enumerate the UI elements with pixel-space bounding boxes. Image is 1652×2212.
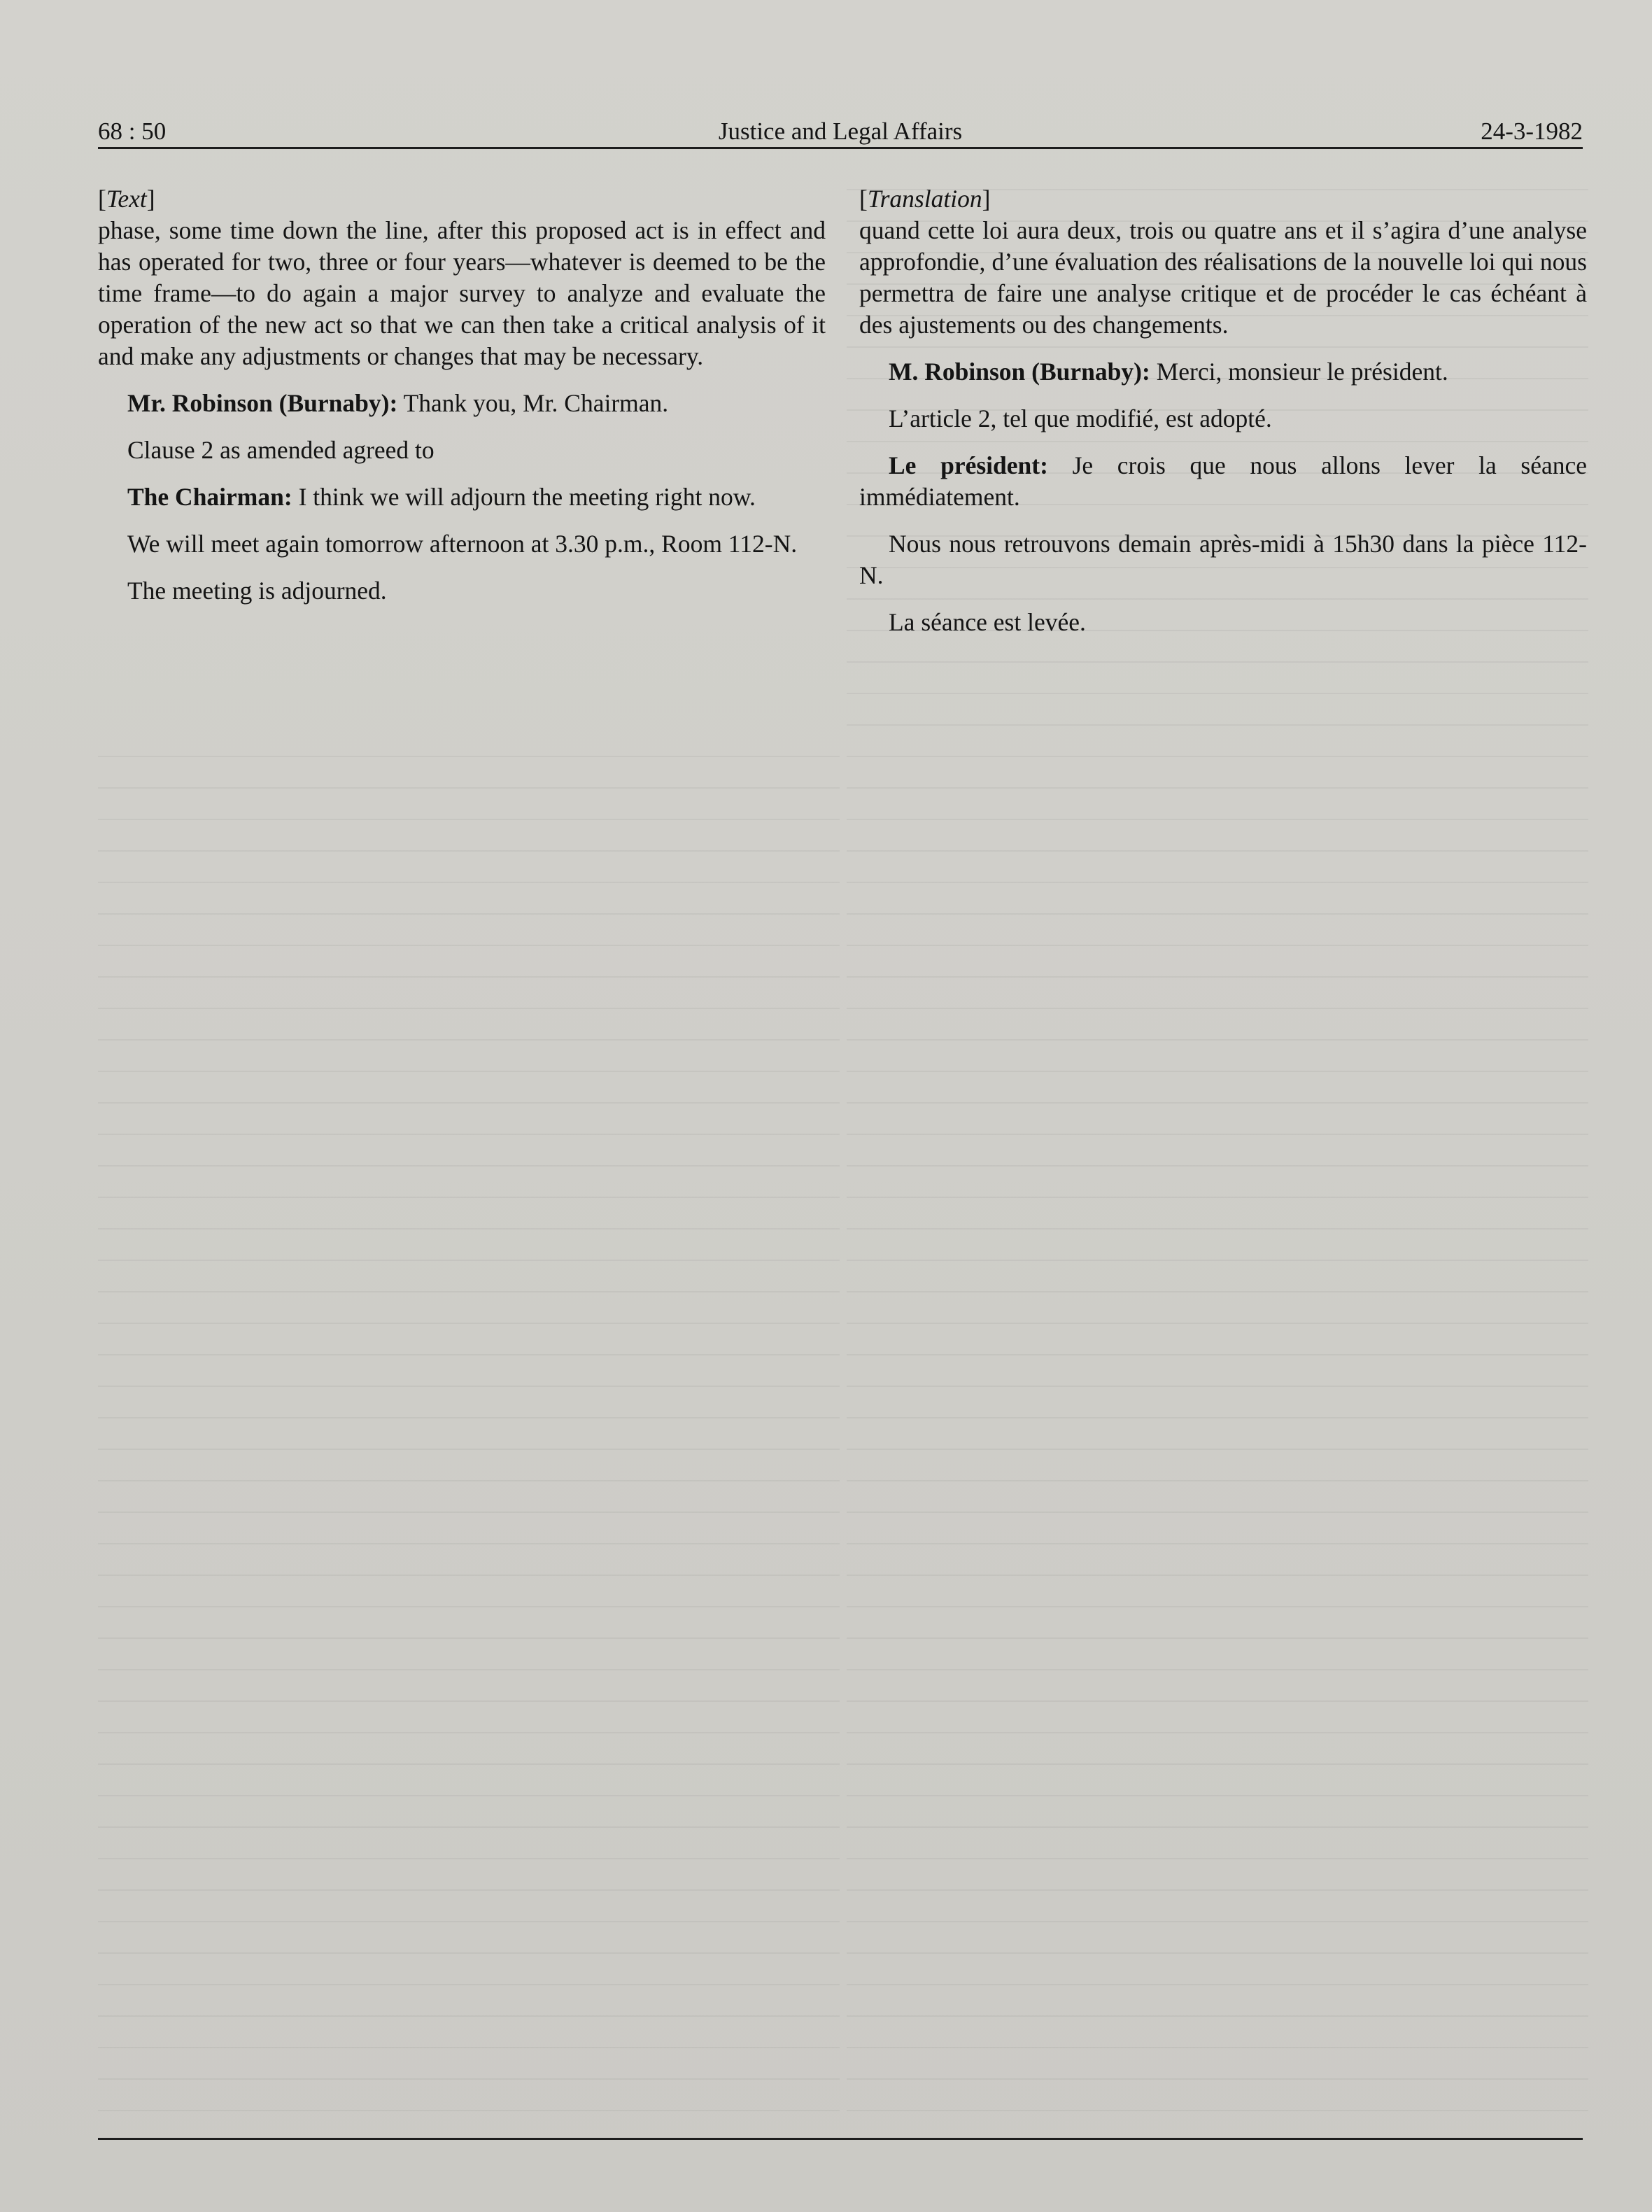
next-meeting-fr: Nous nous retrouvons demain après-midi à 15h30 dans la pièce 112-N.	[859, 530, 1587, 589]
speech-chairman-text-fr: Je crois que nous allons lever la séance immédiatement.	[859, 451, 1588, 511]
running-head	[98, 113, 1583, 150]
header-rule	[98, 147, 1583, 149]
continued-paragraph-fr: quand cette loi aura deux, trois ou quatre ans et il s’agira d’une analyse approfondie, d’une évaluation des réalisations de la nouvelle loi qui nous permettra de faire une analyse critique et de procéder le cas échéant à des ajustements ou des changements.	[859, 216, 1587, 339]
header-date: 24-3-1982	[1481, 118, 1583, 145]
adjournment: The meeting is adjourned.	[127, 577, 387, 605]
adjournment-fr: La séance est levée.	[889, 608, 1086, 636]
clause-agreed-fr: L’article 2, tel que modifié, est adopté.	[889, 404, 1272, 432]
french-column	[859, 183, 1587, 638]
clause-agreed: Clause 2 as amended agreed to	[127, 436, 435, 464]
footer-rule	[98, 2138, 1583, 2140]
speaker-robinson: Mr. Robinson (Burnaby):	[127, 389, 398, 417]
text-tag: [Text]	[98, 185, 155, 213]
speaker-chairman-fr: Le président:	[889, 451, 1048, 479]
speech-robinson	[98, 388, 826, 419]
continued-paragraph: phase, some time down the line, after this proposed act is in effect and has operated for two, three or four years—whatever is deemed to be the time frame—to do again a major survey to analyze and evaluate the operation of the new act so that we can then take a critical analysis of it and make any adjustments or changes that may be necessary.	[98, 216, 826, 370]
next-meeting: We will meet again tomorrow afternoon at 3.30 p.m., Room 112-N.	[127, 530, 798, 558]
speech-robinson-text-fr: Merci, monsieur le président.	[1150, 358, 1448, 386]
speech-robinson-fr	[859, 356, 1587, 388]
speech-robinson-text: Thank you, Mr. Chairman.	[397, 389, 669, 417]
english-column	[98, 183, 826, 607]
text-tag-label: Text	[106, 185, 147, 213]
speech-chairman-text: I think we will adjourn the meeting right now.	[292, 483, 756, 511]
translation-tag-label: Translation	[867, 185, 982, 213]
running-title: Justice and Legal Affairs	[718, 118, 963, 145]
speech-chairman	[98, 481, 826, 513]
show-through-texture-left	[98, 756, 840, 2120]
speech-chairman-fr	[859, 450, 1587, 513]
speaker-chairman: The Chairman:	[127, 483, 292, 511]
translation-tag: [Translation]	[859, 185, 991, 213]
speaker-robinson-fr: M. Robinson (Burnaby):	[889, 358, 1150, 386]
page-number: 68 : 50	[98, 118, 167, 145]
